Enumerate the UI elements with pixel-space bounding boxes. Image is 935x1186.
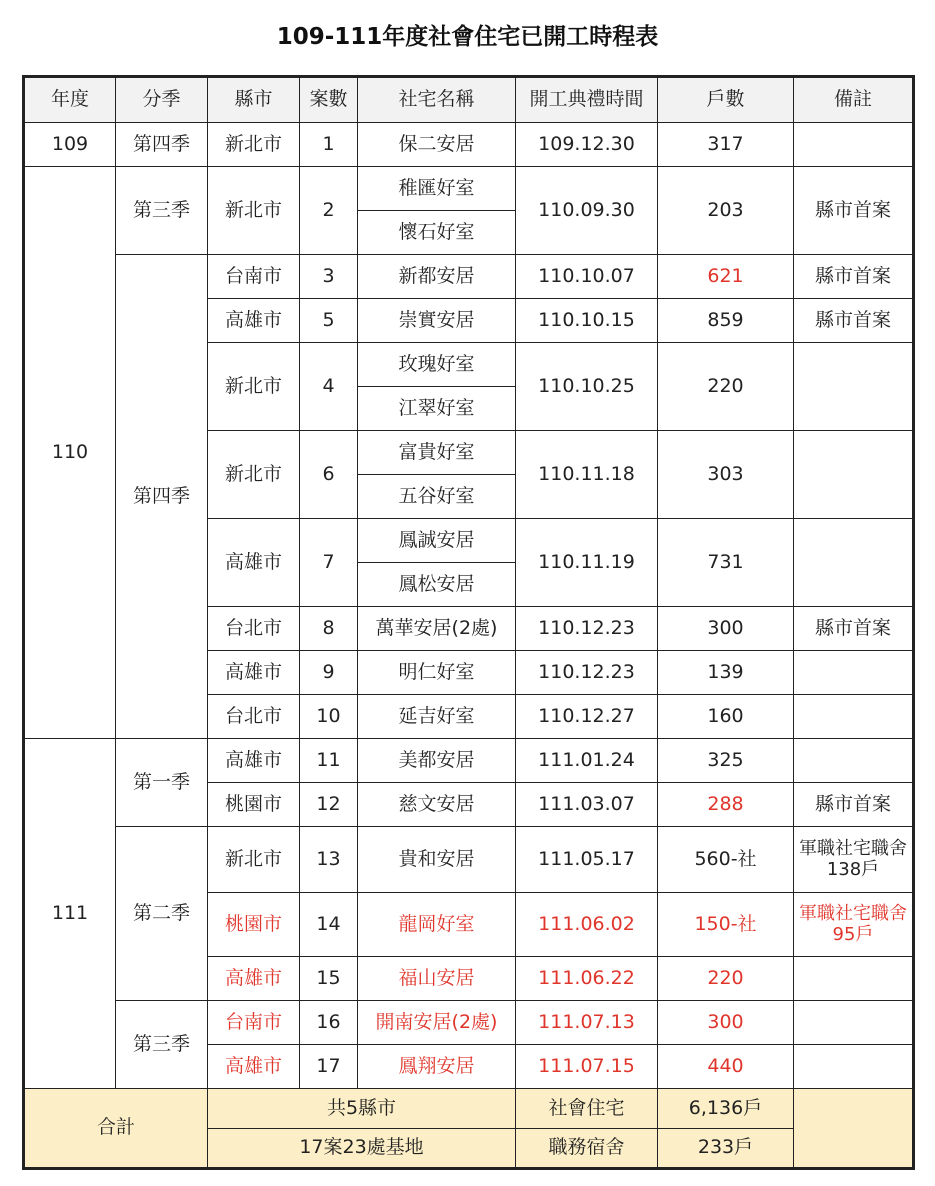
summary-social-label: 社會住宅: [516, 1089, 658, 1129]
header-units: 戶數: [658, 77, 794, 123]
case-no-cell: 8: [300, 607, 358, 651]
summary-row: [24, 1089, 914, 1129]
note-cell: [794, 695, 914, 739]
case-no-cell: 5: [300, 299, 358, 343]
note-cell: [794, 651, 914, 695]
case-no-cell: 2: [300, 167, 358, 255]
city-cell: 台北市: [208, 607, 300, 651]
header-note: 備註: [794, 77, 914, 123]
city-cell: 高雄市: [208, 957, 300, 1001]
units-cell: 160: [658, 695, 794, 739]
year-cell: 109: [24, 123, 116, 167]
page-title: 109-111年度社會住宅已開工時程表: [276, 24, 659, 50]
date-cell: 110.10.07: [516, 255, 658, 299]
case-no-cell: 1: [300, 123, 358, 167]
summary-staff-label: 職務宿舍: [516, 1129, 658, 1169]
note-cell: 縣市首案: [794, 299, 914, 343]
units-cell: 300: [658, 607, 794, 651]
city-cell: 新北市: [208, 431, 300, 519]
case-no-cell: 10: [300, 695, 358, 739]
date-cell: 110.10.15: [516, 299, 658, 343]
note-cell: [794, 1045, 914, 1089]
header-case-no: 案數: [300, 77, 358, 123]
name-cell: 鳳松安居: [358, 563, 516, 607]
name-cell: 江翠好室: [358, 387, 516, 431]
season-cell: 第一季: [116, 739, 208, 827]
summary-staff-value: 233戶: [658, 1129, 794, 1169]
note-cell: 縣市首案: [794, 167, 914, 255]
name-cell: 鳳翔安居: [358, 1045, 516, 1089]
season-cell: 第三季: [116, 1001, 208, 1089]
note-cell: [794, 739, 914, 783]
year-cell: 111: [24, 739, 116, 1089]
note-cell: [794, 519, 914, 607]
units-cell: 288: [658, 783, 794, 827]
date-cell: 110.11.19: [516, 519, 658, 607]
name-cell: 慈文安居: [358, 783, 516, 827]
date-cell: 111.05.17: [516, 827, 658, 893]
name-cell: 五谷好室: [358, 475, 516, 519]
city-cell: 台北市: [208, 695, 300, 739]
name-cell: 稚匯好室: [358, 167, 516, 211]
units-cell: 859: [658, 299, 794, 343]
name-cell: 富貴好室: [358, 431, 516, 475]
units-cell: 150-社: [658, 893, 794, 957]
case-no-cell: 3: [300, 255, 358, 299]
name-cell: 福山安居: [358, 957, 516, 1001]
city-cell: 新北市: [208, 167, 300, 255]
units-cell: 220: [658, 343, 794, 431]
city-cell: 桃園市: [208, 893, 300, 957]
table-row: [24, 827, 914, 893]
name-cell: 貴和安居: [358, 827, 516, 893]
case-no-cell: 15: [300, 957, 358, 1001]
name-cell: 明仁好室: [358, 651, 516, 695]
name-cell: 保二安居: [358, 123, 516, 167]
season-cell: 第四季: [116, 255, 208, 739]
case-no-cell: 17: [300, 1045, 358, 1089]
case-no-cell: 13: [300, 827, 358, 893]
summary-social-value: 6,136戶: [658, 1089, 794, 1129]
units-cell: 731: [658, 519, 794, 607]
season-cell: 第二季: [116, 827, 208, 1001]
date-cell: 110.12.23: [516, 607, 658, 651]
case-no-cell: 11: [300, 739, 358, 783]
table-row: [24, 739, 914, 783]
date-cell: 111.07.13: [516, 1001, 658, 1045]
city-cell: 高雄市: [208, 651, 300, 695]
units-cell: 139: [658, 651, 794, 695]
header-row: [24, 77, 914, 123]
note-cell: 軍職社宅職舍95戶: [794, 893, 914, 957]
table-row: [24, 255, 914, 299]
case-no-cell: 6: [300, 431, 358, 519]
city-cell: 高雄市: [208, 739, 300, 783]
header-city: 縣市: [208, 77, 300, 123]
case-no-cell: 16: [300, 1001, 358, 1045]
city-cell: 台南市: [208, 255, 300, 299]
note-cell: [794, 343, 914, 431]
note-cell: [794, 1001, 914, 1045]
season-cell: 第三季: [116, 167, 208, 255]
case-no-cell: 14: [300, 893, 358, 957]
date-cell: 111.01.24: [516, 739, 658, 783]
note-cell: 縣市首案: [794, 607, 914, 651]
year-cell: 110: [24, 167, 116, 739]
units-cell: 621: [658, 255, 794, 299]
schedule-table: [22, 75, 915, 1170]
city-cell: 高雄市: [208, 1045, 300, 1089]
season-cell: 第四季: [116, 123, 208, 167]
name-cell: 鳳誠安居: [358, 519, 516, 563]
units-cell: 560-社: [658, 827, 794, 893]
name-cell: 龍岡好室: [358, 893, 516, 957]
summary-note: [794, 1089, 914, 1169]
note-cell: [794, 123, 914, 167]
name-cell: 萬華安居(2處): [358, 607, 516, 651]
date-cell: 110.10.25: [516, 343, 658, 431]
date-cell: 111.06.02: [516, 893, 658, 957]
name-cell: 崇實安居: [358, 299, 516, 343]
summary-cases: 17案23處基地: [208, 1129, 516, 1169]
city-cell: 桃園市: [208, 783, 300, 827]
date-cell: 110.11.18: [516, 431, 658, 519]
summary-cities: 共5縣市: [208, 1089, 516, 1129]
date-cell: 111.06.22: [516, 957, 658, 1001]
units-cell: 220: [658, 957, 794, 1001]
city-cell: 台南市: [208, 1001, 300, 1045]
name-cell: 玫瑰好室: [358, 343, 516, 387]
name-cell: 新都安居: [358, 255, 516, 299]
summary-label: 合計: [24, 1089, 208, 1169]
city-cell: 高雄市: [208, 299, 300, 343]
date-cell: 111.07.15: [516, 1045, 658, 1089]
case-no-cell: 4: [300, 343, 358, 431]
city-cell: 高雄市: [208, 519, 300, 607]
city-cell: 新北市: [208, 123, 300, 167]
header-name: 社宅名稱: [358, 77, 516, 123]
date-cell: 110.12.27: [516, 695, 658, 739]
name-cell: 延吉好室: [358, 695, 516, 739]
units-cell: 440: [658, 1045, 794, 1089]
table-row: [24, 167, 914, 211]
units-cell: 203: [658, 167, 794, 255]
date-cell: 110.09.30: [516, 167, 658, 255]
date-cell: 111.03.07: [516, 783, 658, 827]
header-year: 年度: [24, 77, 116, 123]
header-season: 分季: [116, 77, 208, 123]
date-cell: 109.12.30: [516, 123, 658, 167]
units-cell: 317: [658, 123, 794, 167]
table-row: [24, 1001, 914, 1045]
units-cell: 303: [658, 431, 794, 519]
note-cell: [794, 431, 914, 519]
note-cell: [794, 957, 914, 1001]
note-cell: 縣市首案: [794, 255, 914, 299]
table-row: [24, 123, 914, 167]
case-no-cell: 7: [300, 519, 358, 607]
units-cell: 300: [658, 1001, 794, 1045]
note-cell: 縣市首案: [794, 783, 914, 827]
date-cell: 110.12.23: [516, 651, 658, 695]
city-cell: 新北市: [208, 343, 300, 431]
name-cell: 懷石好室: [358, 211, 516, 255]
city-cell: 新北市: [208, 827, 300, 893]
name-cell: 美都安居: [358, 739, 516, 783]
note-cell: 軍職社宅職舍138戶: [794, 827, 914, 893]
case-no-cell: 12: [300, 783, 358, 827]
case-no-cell: 9: [300, 651, 358, 695]
name-cell: 開南安居(2處): [358, 1001, 516, 1045]
units-cell: 325: [658, 739, 794, 783]
header-date: 開工典禮時間: [516, 77, 658, 123]
